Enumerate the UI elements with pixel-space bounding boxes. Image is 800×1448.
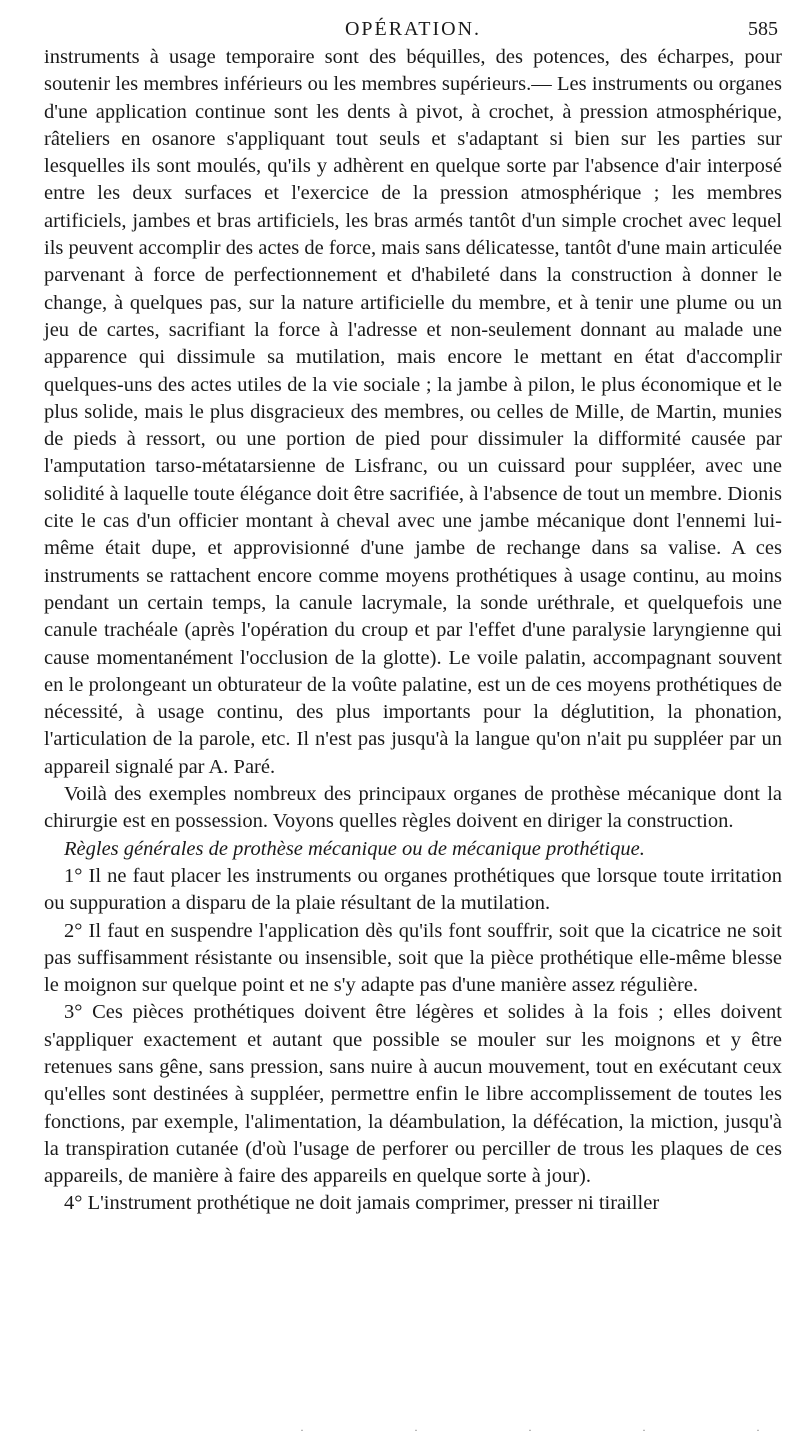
running-head: [44, 0, 782, 44]
speck: ·: [300, 1423, 304, 1437]
running-title: OPÉRATION.: [344, 18, 482, 40]
paragraph: Voilà des exemples nombreux des principaux organes de prothèse mécanique dont la chirurgie est en possession. Voyons quelles règles doivent en diriger la construction.: [44, 783, 782, 833]
speck: ·: [756, 1423, 760, 1437]
print-specks: [300, 1423, 760, 1438]
rule-1: 1° Il ne faut placer les instruments ou organes prothétiques que lorsque toute irritation ou suppuration a disparu de la plaie résultant de la mutilation.: [44, 864, 782, 915]
rule-4: 4° L'instrument prothétique ne doit jamais comprimer, presser ni tirailler: [64, 1192, 660, 1215]
section-heading: Règles générales de prothèse mécanique ou de mécanique prothétique.: [64, 837, 645, 860]
rule-3: 3° Ces pièces prothétiques doivent être légères et solides à la fois ; elles doivent s'appliquer exactement et autant que possible se mouler sur les moignons et y être retenues sans gêne, sans pression, sans nuire à aucun mouvement, tout en exécutant ceux qu'elles sont destinées à suppléer, permettre enfin le libre accomplissement de toutes les fonctions, par exemple, l'alimentation, la déambulation, la défécation, la miction, jusqu'à la transpiration cutanée (d'où l'usage de perforer ou perciller de trous les plaques de ces appareils, de manière à faire des appareils en quelque sorte à jour).: [44, 1001, 782, 1188]
speck: ·: [642, 1423, 646, 1437]
speck: ·: [414, 1423, 418, 1437]
body-text: [44, 44, 782, 1218]
paragraph-continued: instruments à usage temporaire sont des béquilles, des potences, des écharpes, pour soutenir les membres inférieurs ou les membres supérieurs.— Les instruments ou organes d'une application continue sont les dents à pivot, à crochet, à pression atmosphérique, râteliers en osanore s'appliquant tout seuls et s'adaptant si bien sur les parties sur lesquelles ils sont moulés, qu'ils y adhèrent en quelque sorte par l'absence d'air interposé entre les deux surfaces et l'exercice de la pression atmosphérique ; les membres artificiels, jambes et bras artificiels, les bras armés tantôt d'un simple crochet avec lequel ils peuvent accomplir des actes de force, mais sans délicatesse, tantôt d'une main articulée parvenant à force de perfectionnement et d'habileté dans la construction à donner le change, à quelques pas, sur la nature artificielle du membre, et à tenir une plume ou un jeu de cartes, sacrifiant la force à l'adresse et non-seulement donnant au malade une apparence qui dissimule sa mutilation, mais encore le mettant en état d'accomplir quelques-uns des actes utiles de la vie sociale ; la jambe à pilon, le plus économique et le plus solide, mais le plus disgracieux des membres, ou celles de Mille, de Martin, munies de pieds à ressort, ou une portion de pied pour dissimuler la difformité causée par l'amputation tarso-métatarsienne de Lisfranc, ou un cuissard pour suppléer, avec une solidité à laquelle toute élégance doit être sacrifiée, à l'absence de tout un membre. Dionis cite le cas d'un officier montant à cheval avec une jambe mécanique dont l'ennemi lui-même était dupe, et approvisionné d'une jambe de rechange dans sa valise. A ces instruments se rattachent encore comme moyens prothétiques à usage continu, au moins pendant un certain temps, la canule lacrymale, la sonde uréthrale, et quelquefois une canule trachéale (après l'opération du croup et par l'effet d'une paralysie laryngienne qui cause momentanément l'occlusion de la glotte). Le voile palatin, accompagnant souvent en le prolongeant un obturateur de la voûte palatine, est un de ces moyens prothétiques de nécessité, à usage continu, des plus importants pour la déglutition, la phonation, l'articulation de la parole, etc. Il n'est pas jusqu'à la langue qu'on n'ait pu suppléer par un appareil signalé par A. Paré.: [44, 46, 782, 778]
speck: ·: [528, 1423, 532, 1437]
page-number: 585: [748, 18, 778, 40]
rule-2: 2° Il faut en suspendre l'application dès qu'ils font souffrir, soit que la cicatrice ne soit pas suffisamment résistante ou insensible, soit que la pièce prothétique elle-même blesse le moignon sur quelque point et ne s'y adapte pas d'une manière assez régulière.: [44, 919, 782, 997]
